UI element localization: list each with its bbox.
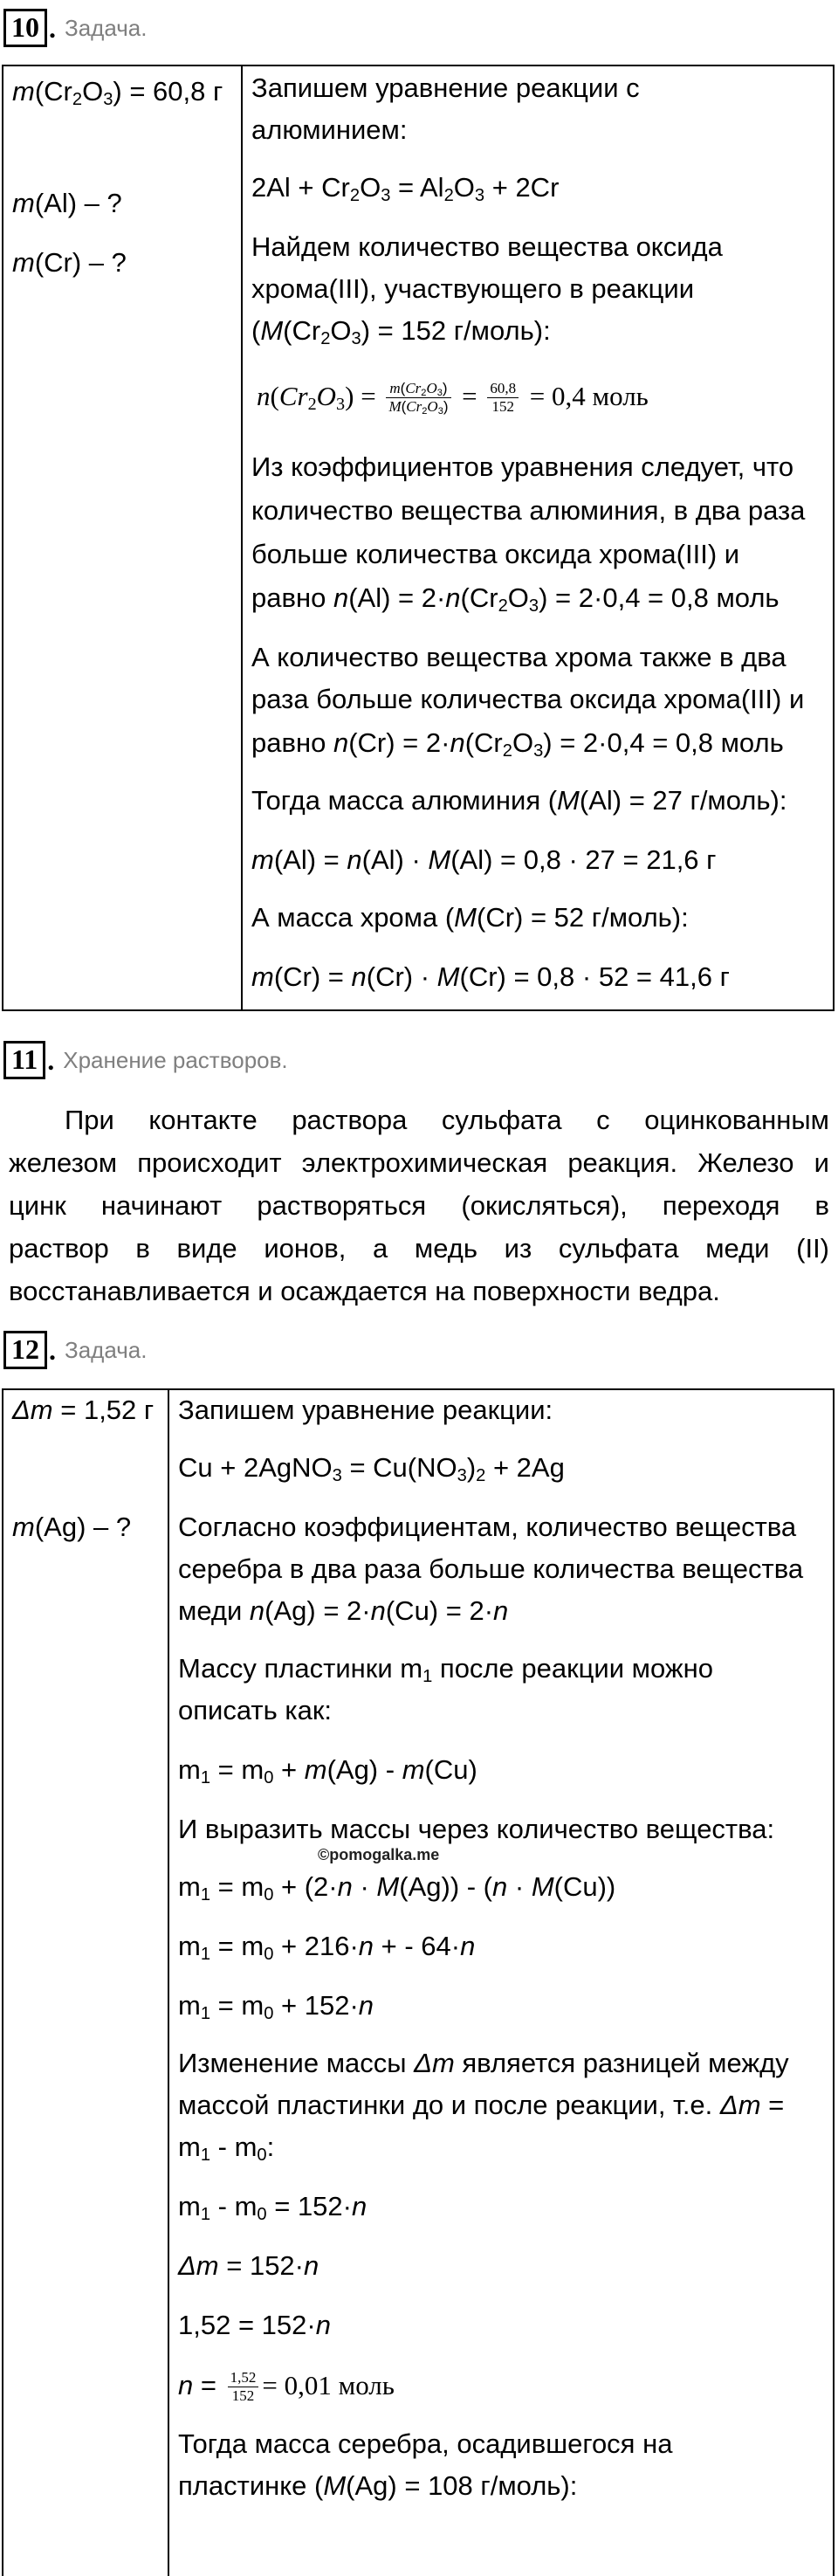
result-mass-al: m(Al) = n(Al) · M(Al) = 0,8 · 27 = 21,6 г [251, 844, 717, 875]
formula-result: = 0,4 моль [529, 381, 649, 411]
find-mass-ag: m(Ag) – ? [12, 1512, 132, 1542]
solution-line: А масса хрома (M(Cr) = 52 г/моль): [251, 902, 689, 933]
paragraph-line: При контакте раствора сульфата с оцинкованным [65, 1105, 829, 1135]
solution-line: $m_1 - m_0$: [178, 2132, 275, 2166]
task-title: Хранение растворов. [63, 1046, 288, 1073]
solution-line: равно $n(Al) = 2\cdot n(Cr_2O_3) = 2\cdot 0,4 = 0,8$ моль [251, 582, 780, 616]
solution-line: $m_1 = m_0 + (2\cdot n \cdot M(Ag)) - (n \cdot M(Cu))$ [178, 1871, 616, 1905]
solution-line: алюминием: [251, 114, 408, 145]
solution-line: Тогда масса алюминия (M(Al) = 27 г/моль): [251, 785, 787, 816]
solution-line: И выразить массы через количество вещества: [178, 1814, 775, 1844]
task-number-dot: . [47, 1043, 55, 1076]
fraction-numerator: 1,52 [228, 2369, 259, 2387]
solution-line: Массу пластинки $m_1$ после реакции можно [178, 1653, 713, 1687]
fraction-denominator: 152 [491, 398, 514, 416]
given-mass-cr2o3: $m(Cr_2O_3) = 60,8$ г [12, 76, 223, 110]
task-10-header [3, 9, 147, 47]
paragraph-line: железом происходит электрохимическая реакция. Железо и [9, 1147, 829, 1178]
solution-line: Согласно коэффициентам, количество вещества [178, 1512, 797, 1542]
formula-n-cr2o3: $n(Cr_2O_3)$ = $\frac{m(Cr_2O_3)}{M(Cr_2O_3)}$ = $\frac{60,8}{152}$ = 0,4 моль [257, 380, 649, 417]
solution-line: меди n(Ag) = 2·n(Cu) = 2·n [178, 1595, 509, 1626]
given-delta-m: Δm = 1,52 г [12, 1395, 155, 1425]
column-divider [241, 66, 243, 1009]
solution-line: хрома(III), участвующего в реакции [251, 273, 695, 304]
paragraph-line: раствор в виде ионов, а медь из сульфата меди (II) [9, 1233, 829, 1264]
solution-line: Из коэффициентов уравнения следует, что [251, 451, 794, 482]
task-11-answer [9, 1099, 829, 1312]
solution-line: описать как: [178, 1695, 333, 1725]
result-mass-cr: m(Cr) = n(Cr) · M(Cr) = 0,8 · 52 = 41,6 г [251, 961, 730, 992]
solution-line: количество вещества алюминия, в два раза [251, 495, 806, 526]
task-number-dot: . [49, 1333, 56, 1366]
reaction-equation: Cu + 2AgNO$_3$ = $Cu(NO_3)_2 + 2Ag$ [178, 1452, 565, 1486]
solution-line: $m_1 = m_0 + m(Ag) - m(Cu)$ [178, 1754, 477, 1788]
solution-line: А количество вещества хрома также в два [251, 642, 786, 672]
solution-line: $m_1 = m_0 + 216\cdot n$ + - 64·n [178, 1931, 476, 1965]
solution-line: ($M(Cr_2O_3) = 152$ г/моль): [251, 315, 551, 349]
solution-line: пластинке (M(Ag) = 108 г/моль): [178, 2470, 578, 2501]
task-12-table [2, 1388, 835, 2576]
watermark: ©pomogalka.me [318, 1846, 440, 1863]
task-title: Задача. [65, 14, 148, 41]
reaction-equation: $2Al + Cr_2O_3 = Al_2O_3 + 2Cr$ [251, 172, 560, 206]
solution-line: Δm = 152·n [178, 2250, 319, 2281]
task-number-badge: 12 [3, 1331, 47, 1369]
task-number-dot: . [49, 11, 56, 44]
solution-line: раза больше количества оксида хрома(III) и [251, 684, 805, 714]
solution-line: серебра в два раза больше количества вещества [178, 1553, 804, 1584]
solution-line: Изменение массы Δm является разницей между [178, 2048, 789, 2078]
formula-n: n = $\frac{1,52}{152}$ = 0,01 моль [178, 2369, 395, 2405]
task-number-badge: 10 [3, 9, 47, 47]
solution-line: $m_1 = m_0 + 152\cdot n$ [178, 1990, 374, 2024]
paragraph-line: восстанавливается и осаждается на поверхности ведра. [9, 1276, 720, 1306]
solution-line: 1,52 = 152·n [178, 2310, 331, 2340]
paragraph-line: цинк начинают растворяться (окисляться), переходя в [9, 1190, 829, 1221]
solution-line: равно $n(Cr) = 2\cdot n(Cr_2O_3) = 2\cdot 0,4 = 0,8$ моль [251, 727, 784, 761]
task-11-header [3, 1041, 288, 1079]
task-title: Задача. [65, 1336, 148, 1363]
solution-line: больше количества оксида хрома(III) и [251, 539, 740, 569]
formula-result: = 0,01 моль [262, 2370, 395, 2400]
solution-line: Запишем уравнение реакции: [178, 1395, 553, 1425]
find-mass-al: m(Al) – ? [12, 188, 122, 218]
solution-line: $m_1 - m_0 = 152\cdot n$ [178, 2191, 367, 2225]
solution-line: Тогда масса серебра, осадившегося на [178, 2428, 673, 2459]
task-10-table [2, 65, 835, 1011]
fraction-denominator: 152 [231, 2387, 255, 2405]
solution-line: Запишем уравнение реакции с [251, 72, 640, 103]
solution-line: Найдем количество вещества оксида [251, 231, 723, 262]
task-number-badge: 11 [3, 1041, 45, 1079]
column-divider [168, 1390, 169, 2576]
find-mass-cr: m(Cr) – ? [12, 247, 127, 278]
fraction-numerator: 60,8 [487, 380, 519, 398]
solution-line: массой пластинки до и после реакции, т.е. Δm = [178, 2090, 785, 2120]
task-12-header [3, 1331, 147, 1369]
